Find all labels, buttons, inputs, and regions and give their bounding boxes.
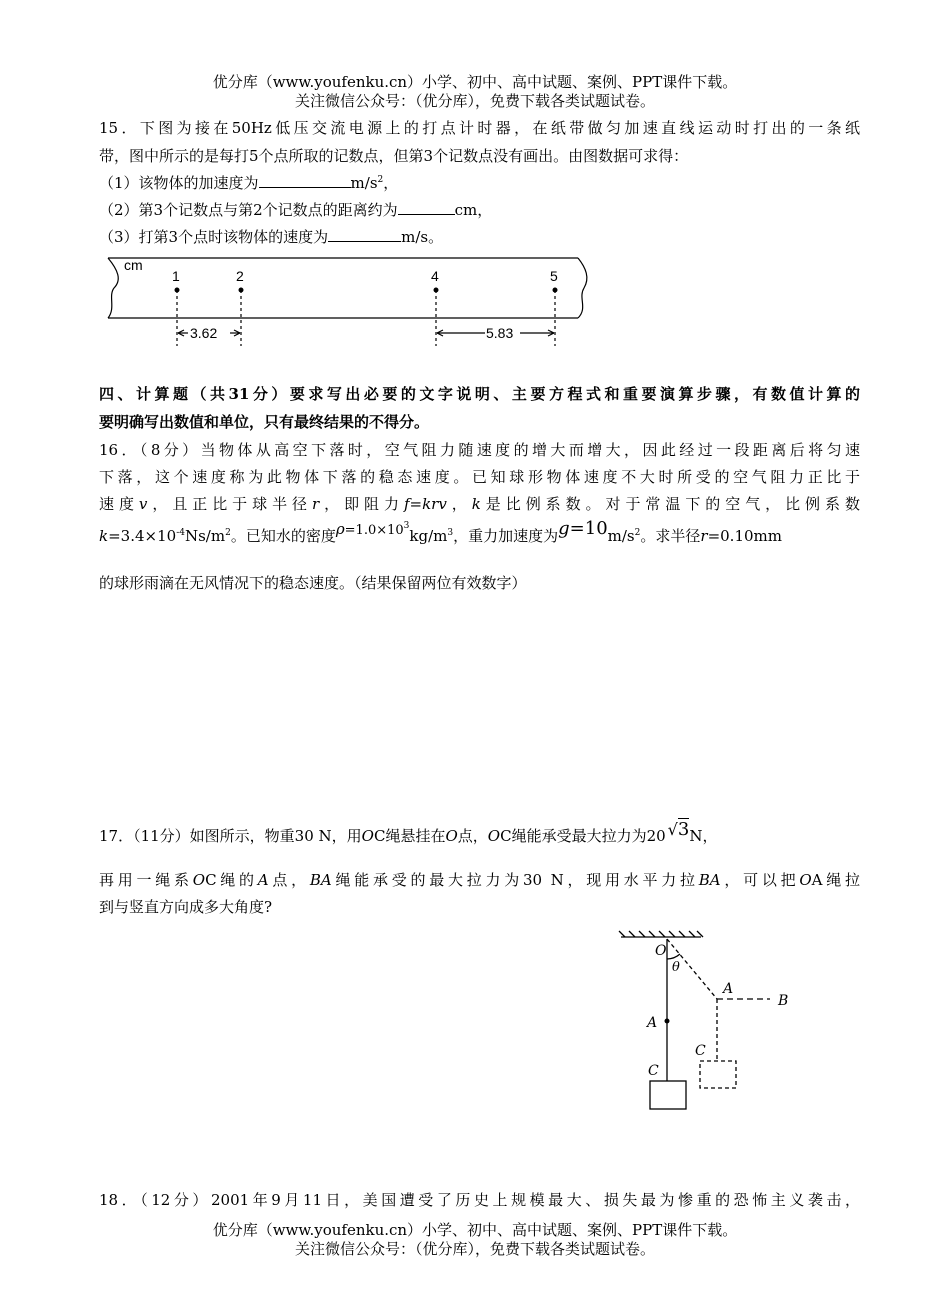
theta-arc	[667, 954, 680, 959]
q17-l2-e: ，可以把	[720, 871, 800, 889]
q15-part3-prefix: （3）打第3个点时该物体的速度为	[99, 228, 329, 246]
q17-sqrt3: √3	[667, 819, 690, 840]
section4-line1: 四、计算题（共31分）要求写出必要的文字说明、主要方程式和重要演算步骤，有数值计算的	[99, 385, 860, 403]
tape-dot-1	[175, 288, 180, 293]
q16-l4-exp: -4	[176, 528, 185, 538]
q17-l2-b: C绳的	[205, 871, 258, 889]
q17-l2-O: O	[799, 871, 812, 889]
q15-part3-unit: m/s。	[401, 228, 444, 246]
q15-part3	[99, 226, 860, 247]
tape-right-tear	[578, 258, 587, 318]
q16-rho-val: =1.0×10	[344, 523, 404, 538]
q16-l4-c: 。已知水的密度	[230, 527, 336, 545]
q17-line3: 到与竖直方向成多大角度?	[99, 898, 273, 916]
tape-unit-label: cm	[124, 257, 143, 273]
label-a-right: A	[723, 981, 734, 997]
q17-l2-a: 再用一绳系	[99, 871, 193, 889]
q16-l4-a: =3.4×10	[108, 527, 177, 545]
q17-l1-a: 17．（11分）如图所示，物重30 N，用	[99, 827, 362, 845]
tape-dot-4	[434, 288, 439, 293]
tape-dist-45: 5.83	[486, 325, 514, 341]
q17-l2-BA: BA	[309, 871, 332, 889]
q16-rho-unit: kg/m	[409, 527, 448, 545]
q16-formula-f: f=krv	[403, 495, 447, 513]
q17-l1-o1: O	[361, 827, 374, 845]
q17-l1-o2: O	[445, 827, 458, 845]
q15-part1-unit: m/s	[350, 174, 378, 192]
q15-answer-blank-2[interactable]	[398, 199, 455, 215]
q16-l4-k: k	[99, 527, 109, 545]
label-theta: θ	[672, 960, 680, 975]
tape-label-4: 4	[431, 268, 439, 284]
q16-l4-f: =0.10mm	[707, 527, 782, 545]
q16-rho: ρ	[335, 520, 345, 538]
q17-l2-f: A绳拉	[811, 871, 860, 889]
q15-part1: （1）该物体的加速度为 $m/s^2$，	[99, 174, 399, 192]
q15-part1-prefix: （1）该物体的加速度为	[99, 174, 259, 192]
q17-l1-o3: O	[487, 827, 501, 845]
q17-l1-d: C绳能承受最大拉力为20	[500, 827, 666, 845]
q16-g-val: =10	[569, 518, 608, 539]
q16-line2: 下落，这个速度称为此物体下落的稳态速度。已知球形物体速度不大时所受的空气阻力正比于	[99, 468, 860, 486]
q16-var-r: r	[312, 495, 320, 513]
q16-l3-c: ，即阻力	[319, 495, 404, 513]
q16-g-unit: m/s	[607, 527, 635, 545]
suspension-figure	[615, 925, 815, 1117]
q15-answer-blank-1[interactable]	[259, 172, 351, 188]
q15-part2-unit: cm，	[454, 201, 493, 219]
tape-label-2: 2	[236, 268, 244, 284]
q17-line1	[99, 819, 860, 846]
q15-part1-tail: ，	[383, 174, 399, 192]
tape-left-tear	[108, 258, 118, 318]
q16-l4-b: Ns/m	[184, 527, 226, 545]
label-o: O	[655, 943, 667, 959]
q16-l4-d: ，重力加速度为	[453, 527, 559, 545]
q16-var-v: v	[138, 495, 148, 513]
paper-tape-figure	[100, 250, 600, 350]
point-a-dot	[665, 1019, 670, 1024]
q15-part2	[99, 199, 860, 220]
q16-l4-r: r	[700, 527, 708, 545]
tape-dist-12: 3.62	[190, 325, 218, 341]
page-footer-line1: 优分库（www.youfenku.cn）小学、初中、高中试题、案例、PPT课件下载。	[212, 1221, 738, 1239]
label-a-left: A	[647, 1015, 658, 1031]
section4-line2: 要明确写出数值和单位，只有最终结果的不得分。	[99, 413, 430, 431]
q16-l3-a: 速度	[99, 495, 139, 513]
label-b: B	[778, 993, 789, 1009]
page-header-line2: 关注微信公众号：（优分库），免费下载各类试题试卷。	[294, 92, 655, 110]
tape-dot-5	[553, 288, 558, 293]
q16-g-formula	[558, 518, 608, 539]
q17-l1-e: N，	[689, 827, 718, 845]
q15-answer-blank-3[interactable]	[328, 226, 401, 242]
q17-l2-c: 点，	[268, 871, 310, 889]
q16-line3	[99, 494, 860, 514]
q17-l2-d: 绳能承受的最大拉力为30 N，现用水平力拉	[331, 871, 699, 889]
q17-l2-BA2: BA	[698, 871, 721, 889]
label-c-left: C	[648, 1063, 659, 1079]
q17-sqrt-value: 3	[677, 819, 690, 840]
q16-rho-exp: 3	[403, 521, 410, 531]
q17-line2	[99, 870, 860, 890]
q16-density-formula	[336, 520, 410, 538]
label-c-right: C	[695, 1043, 706, 1059]
weight-box-c-dashed	[700, 1061, 736, 1088]
q16-line5: 的球形雨滴在无风情况下的稳态速度。（结果保留两位有效数字）	[99, 574, 527, 592]
q17-l2-o: O	[192, 871, 206, 889]
page-header-line1: 优分库（www.youfenku.cn）小学、初中、高中试题、案例、PPT课件下载。	[212, 73, 738, 91]
q16-l3-b: ，且正比于球半径	[147, 495, 312, 513]
q17-l1-b: C绳悬挂在	[373, 827, 446, 845]
q16-var-k: k	[471, 495, 481, 513]
q15-line1: 15．下图为接在50Hz低压交流电源上的打点计时器，在纸带做匀加速直线运动时打出的一条纸	[99, 119, 860, 137]
q16-line1: 16．（8分）当物体从高空下落时，空气阻力随速度的增大而增大，因此经过一段距离后将匀速	[99, 441, 860, 459]
q18-line1: 18．（12分）2001年9月11日，美国遭受了历史上规模最大、损失最为惨重的恐怖主义袭击，	[99, 1191, 860, 1209]
q15-line2: 带，图中所示的是每打5个点所取的记数点，但第3个记数点没有画出。由图数据可求得：	[99, 147, 689, 165]
q17-l2-A: A	[257, 871, 269, 889]
q16-line4: $k=3.4\times 10^{-4}Ns/m^2$。已知水的密度$\rho=1.0\times 10^3kg/m^3$，重力加速度为$g=10m/s^2$。求半径r=0.10mm	[99, 518, 782, 545]
tape-label-5: 5	[550, 268, 558, 284]
ceiling-hatch	[619, 931, 703, 937]
q16-l4-e: 。求半径	[640, 527, 701, 545]
q15-part2-prefix: （2）第3个记数点与第2个记数点的距离约为	[99, 201, 398, 219]
q16-g: g	[558, 518, 570, 539]
tape-dot-2	[239, 288, 244, 293]
weight-box-c	[650, 1081, 686, 1109]
q16-l3-d: ，	[446, 495, 472, 513]
page-footer-line2: 关注微信公众号：（优分库），免费下载各类试题试卷。	[294, 1240, 655, 1258]
tape-label-1: 1	[172, 268, 180, 284]
q17-l1-c: 点，	[457, 827, 488, 845]
q16-l3-e: 是比例系数。对于常温下的空气，比例系数	[480, 495, 860, 513]
